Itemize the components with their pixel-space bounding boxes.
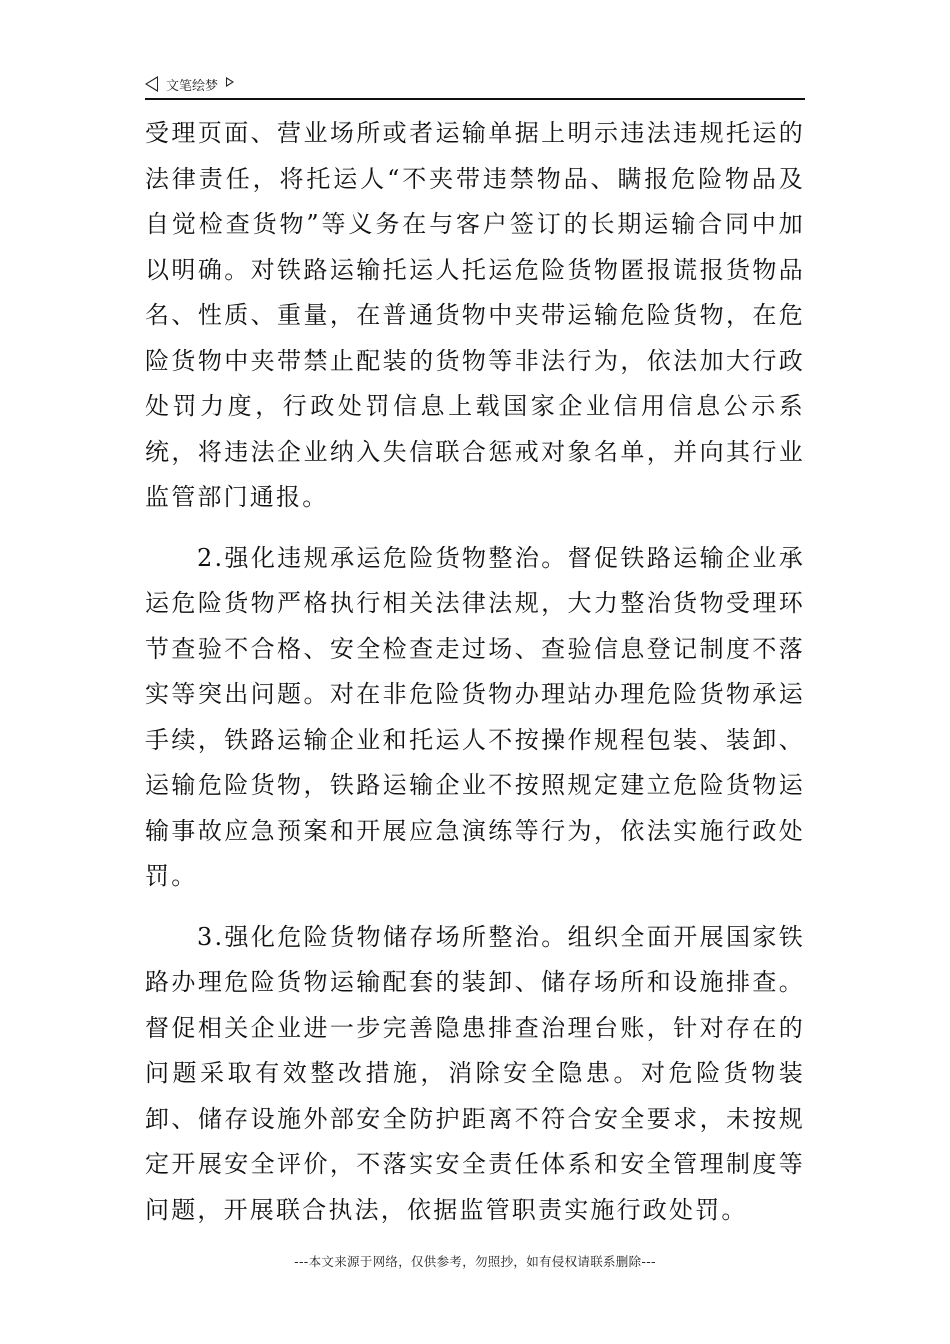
paragraph-item-3: 3.强化危险货物储存场所整治。组织全面开展国家铁路办理危险货物运输配套的装卸、储存场所和设施排查。督促相关企业进一步完善隐患排查治理台账，针对存在的问题采取有效整改措施，消除安全隐患。对危险货物装卸、储存设施外部安全防护距离不符合安全要求，未按规定开展安全评价，不落实安全责任体系和安全管理制度等问题，开展联合执法，依据监管职责实施行政处罚。	[145, 922, 805, 1224]
header-title: 文笔绘梦	[166, 78, 219, 94]
page-footer-disclaimer: ---本文来源于网络，仅供参考，勿照抄，如有侵权请联系删除---	[294, 1254, 656, 1269]
paragraph-continuation: 受理页面、营业场所或者运输单据上明示违法违规托运的法律责任，将托运人“不夹带违禁物品、瞒报危险物品及自觉检查货物”等义务在与客户签订的长期运输合同中加以明确。对铁路运输托运人托运危险货物匿报谎报货物品名、性质、重量，在普通货物中夹带运输危险货物，在危险货物中夹带禁止配装的货物等非法行为，依法加大行政处罚力度，行政处罚信息上载国家企业信用信息公示系统，将违法企业纳入失信联合惩戒对象名单，并向其行业监管部门通报。	[145, 119, 805, 511]
document-body	[145, 111, 805, 1233]
triangle-left-icon	[145, 76, 158, 92]
header-row	[145, 72, 805, 96]
paragraph-item-2: 2.强化违规承运危险货物整治。督促铁路运输企业承运危险货物严格执行相关法律法规，大力整治货物受理环节查验不合格、安全检查走过场、查验信息登记制度不落实等突出问题。对在非危险货物办理站办理危险货物承运手续，铁路运输企业和托运人不按操作规程包装、装卸、运输危险货物，铁路运输企业不按照规定建立危险货物运输事故应急预案和开展应急演练等行为，依法实施行政处罚。	[145, 543, 805, 890]
triangle-right-icon	[226, 77, 234, 87]
page-header	[145, 72, 805, 100]
